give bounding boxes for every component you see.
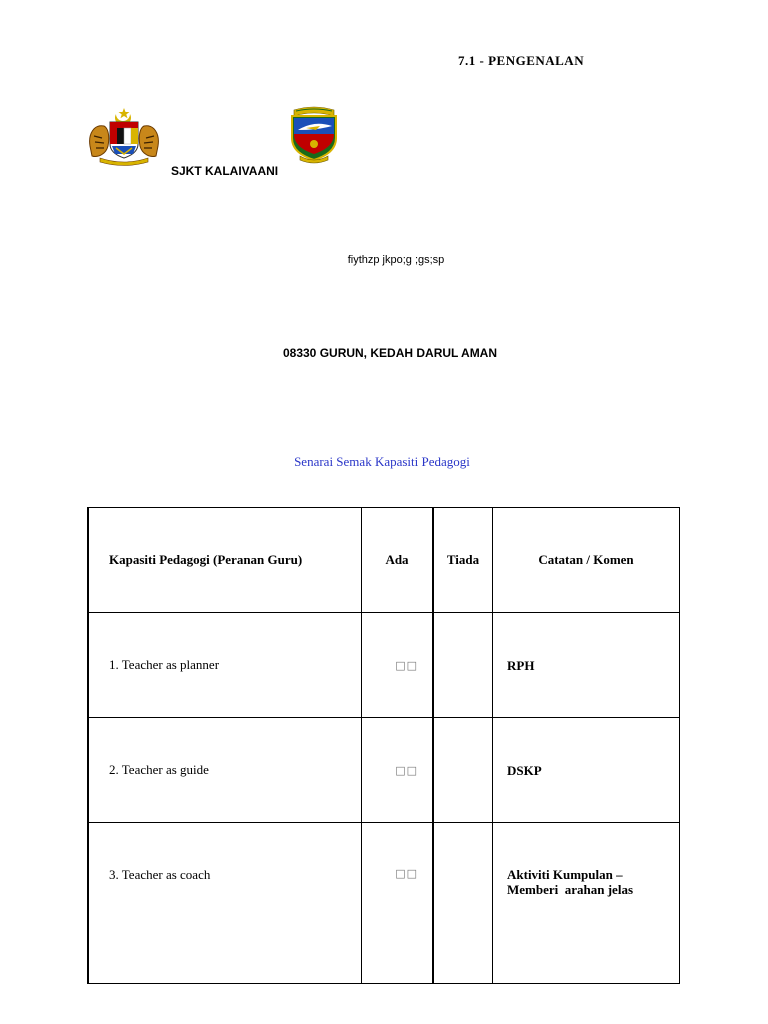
ada-checkbox-mark: □□ (362, 823, 434, 984)
capacity-item: 3. Teacher as coach (88, 823, 362, 984)
table-header-row (88, 508, 680, 613)
school-crest-logo (288, 106, 340, 166)
school-name-tamil: fiythzp jkpo;g ;gs;sp (347, 254, 445, 266)
column-header-notes: Catatan / Komen (493, 508, 680, 613)
coat-of-arms-logo (86, 106, 162, 166)
tiada-cell (433, 613, 493, 718)
school-address: 08330 GURUN, KEDAH DARUL AMAN (282, 346, 498, 360)
school-name: SJKT KALAIVAANI (171, 164, 279, 178)
pedagogy-checklist-table (87, 507, 680, 984)
table-row (88, 823, 680, 984)
column-header-ada: Ada (362, 508, 434, 613)
section-title: 7.1 - PENGENALAN (458, 53, 585, 68)
column-header-tiada: Tiada (433, 508, 493, 613)
note-cell: RPH (493, 613, 680, 718)
note-cell: DSKP (493, 718, 680, 823)
note-line: Memberi arahan jelas (507, 882, 634, 897)
column-header-capacity: Kapasiti Pedagogi (Peranan Guru) (88, 508, 362, 613)
note-cell (493, 823, 680, 984)
table-row (88, 613, 680, 718)
checklist-title: Senarai Semak Kapasiti Pedagogi (294, 454, 470, 469)
capacity-item: 1. Teacher as planner (88, 613, 362, 718)
note-line: Aktiviti Kumpulan – (507, 867, 623, 882)
table-row (88, 718, 680, 823)
tiada-cell (433, 718, 493, 823)
ada-checkbox-mark: □□ (362, 718, 434, 823)
tiada-cell (433, 823, 493, 984)
capacity-item: 2. Teacher as guide (88, 718, 362, 823)
ada-checkbox-mark: □□ (362, 613, 434, 718)
